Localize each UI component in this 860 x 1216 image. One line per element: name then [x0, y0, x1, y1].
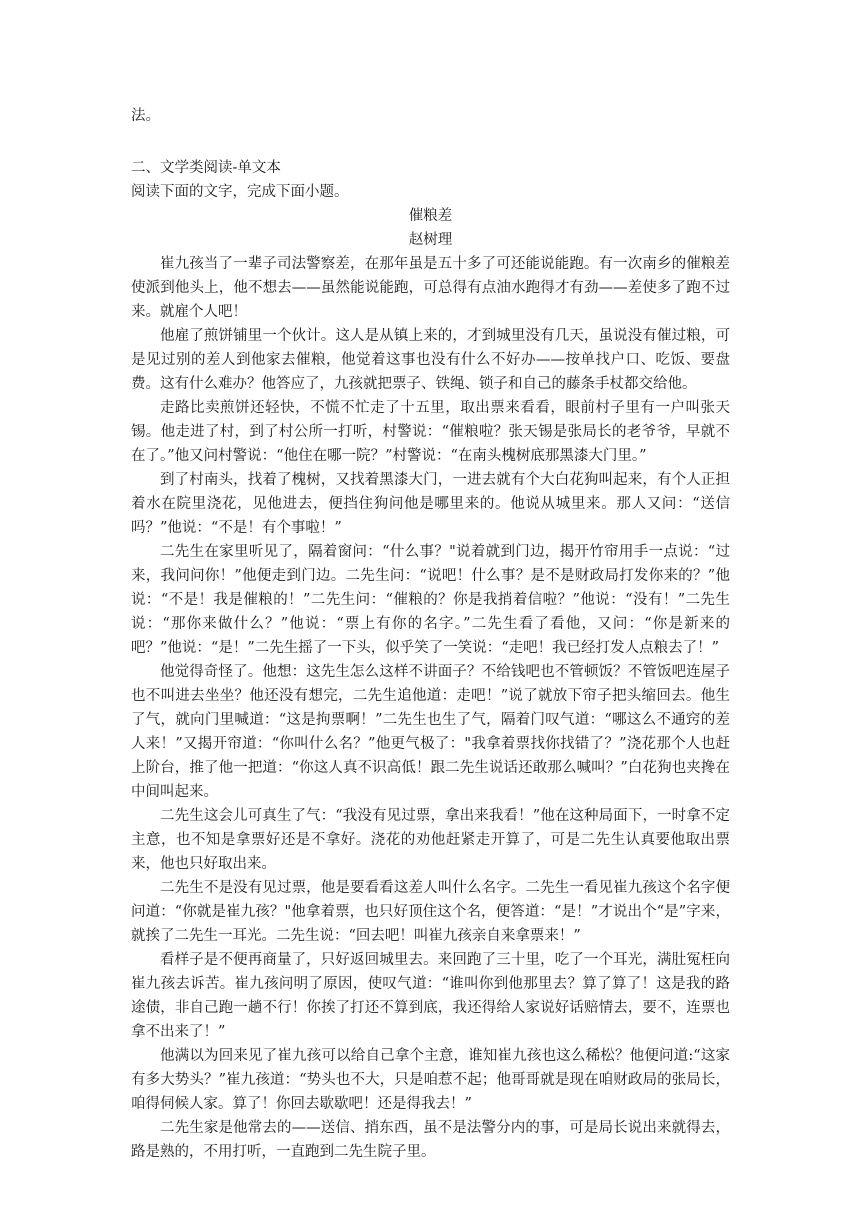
- paragraph: 看样子是不便再商量了，只好返回城里去。来回跑了三十里，吃了一个耳光，满肚冤枉向崔九孩去诉苦。崔九孩问明了原因，使叹气道：“谁叫你到他那里去？算了算了！这是我的路途债，非自己跑一趟不行！你挨了打还不算到底，我还得给人家说好话赔情去，要不，连票也拿不出来了！”: [131, 952, 730, 1040]
- paragraph: 二先生这会儿可真生了气：“我没有见过票，拿出来我看！”他在这种局面下，一时拿不定主意，也不知是拿票好还是不拿好。浇花的劝他赶紧走开算了，可是二先生认真要他取出票来，他也只好取出来。: [131, 808, 730, 872]
- paragraph: 到了村南头，找着了槐树，又找着黑漆大门，一进去就有个大白花狗叫起来，有个人正担着水在院里浇花，见他进去，便挡住狗问他是哪里来的。他说从城里来。那人又问：“送信吗？”他说：“不是！有个事啦！”: [131, 472, 730, 536]
- paragraph: 他雇了煎饼铺里一个伙计。这人是从镇上来的，才到城里没有几天，虽说没有催过粮，可是见过别的差人到他家去催粮，他觉着这事也没有什么不好办——按单找户口、吃饭、要盘费。这有什么难办？他答应了，九孩就把票子、铁绳、锁子和自己的藤条手杖都交给他。: [131, 328, 730, 392]
- article-title: 催粮差: [408, 208, 453, 224]
- section-heading: 二、文学类阅读-单文本: [131, 160, 281, 176]
- paragraph: 走路比卖煎饼还轻快，不慌不忙走了十五里，取出票来看看，眼前村子里有一户叫张天锡。他走进了村，到了村公所一打听，村警说：“催粮啦？张天锡是张局长的老爷爷，早就不在了。”他又问村警说：“他住在哪一院？”村警说：“在南头槐树底那黑漆大门里。”: [131, 400, 730, 464]
- paragraph: 二先生在家里听见了，隔着窗问：“什么事？"说着就到门边，揭开竹帘用手一点说：“过来，我问问你！”他便走到门边。二先生问：“说吧！什么事？是不是财政局打发你来的？”他说：“不是！我是催粮的！”二先生问：“催粮的？你是我捎着信啦？”他说：“没有！”二先生说：“那你来做什么？”他说：“票上有你的名字。”二先生看了看他，又问：“你是新来的吧？”他说：“是！”二先生摇了一下头，似乎笑了一笑说：“走吧！我已经打发人点粮去了！”: [131, 544, 730, 656]
- paragraph: 二先生家是他常去的——送信、捎东西，虽不是法警分内的事，可是局长说出来就得去，路是熟的，不用打听，一直跑到二先生院子里。: [131, 1120, 730, 1160]
- paragraph: 他觉得奇怪了。他想：这先生怎么这样不讲面子？不给钱吧也不管顿饭？不管饭吧连屋子也不叫进去坐坐？他还没有想完，二先生追他道：走吧！”说了就放下帘子把头缩回去。他生了气，就向门里喊道：“这是拘票啊！”二先生也生了气，隔着门叹气道：“哪这么不通窍的差人来！”又揭开帘道：“你叫什么名？”他更气极了："我拿着票找你找错了？”浇花那个人也赶上阶台，推了他一把道：“你这人真不识高低！跟二先生说话还敢那么喊叫？”白花狗也夹搀在中间叫起来。: [131, 664, 730, 800]
- leading-fragment: 法。: [131, 108, 160, 124]
- paragraph: 二先生不是没有见过票，他是要看看这差人叫什么名字。二先生一看见崔九孩这个名字便问道：“你就是崔九孩？"他拿着票，也只好顶住这个名，便答道：“是！”才说出个“是”字来，就挨了二先生一耳光。二先生说：“回去吧！叫崔九孩亲自来拿票来！”: [131, 880, 730, 944]
- paragraph: 他满以为回来见了崔九孩可以给自己拿个主意，谁知崔九孩也这么稀松？他便问道:“这家有多大势头？”崔九孩道：“势头也不大，只是咱惹不起；他哥哥就是现在咱财政局的张局长，咱得伺候人家。算了！你回去歇歇吧！还是得我去！”: [131, 1048, 730, 1112]
- article-author: 赵树理: [408, 232, 453, 248]
- paragraph: 崔九孩当了一辈子司法警察差，在那年虽是五十多了可还能说能跑。有一次南乡的催粮差使派到他头上，他不想去——虽然能说能跑，可总得有点油水跑得才有劲——差使多了跑不过来。就雇个人吧！: [131, 256, 730, 320]
- instruction-text: 阅读下面的文字，完成下面小题。: [131, 184, 349, 200]
- document-page: [131, 0, 730, 1164]
- article-body: [131, 252, 730, 1164]
